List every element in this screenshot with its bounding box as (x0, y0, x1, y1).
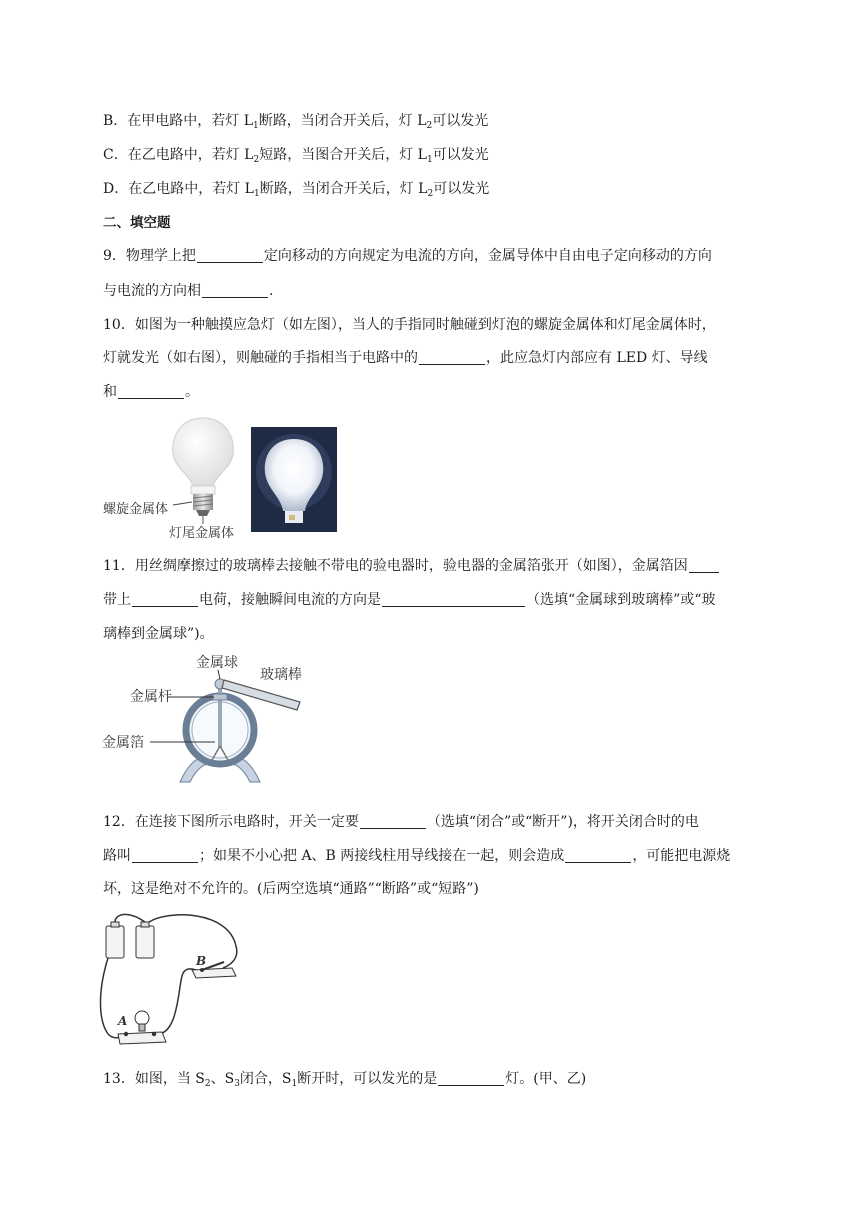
q9-blank-2[interactable] (202, 283, 268, 298)
q11-blank-3[interactable] (382, 592, 525, 607)
q13-line1: 13．如图，当 $S_2$、$S_3$闭合，$S_1$断开时，可以发光的是 灯。(甲、乙) (103, 1071, 587, 1089)
q10-line1: 10．如图为一种触摸应急灯（如左图），当人的手指同时触碰到灯泡的螺旋金属体和灯尾金属体时， (103, 317, 716, 333)
terminal-b-label: B (196, 954, 207, 968)
q10-blank-2[interactable] (118, 384, 184, 399)
q10-blank-1[interactable] (419, 350, 485, 365)
label-spiral-metal: 螺旋金属体 (103, 502, 169, 517)
circuit-figure (98, 910, 248, 1050)
label-metal-ball: 金属球 (196, 655, 238, 671)
q12-line1: 12．在连接下图所示电路时，开关一定要 （选填“闭合”或“断开”)，将开关闭合时的电 (103, 814, 699, 830)
q12-blank-1[interactable] (360, 814, 426, 829)
q9-blank-1[interactable] (197, 248, 263, 263)
q10-line2: 灯就发光（如右图），则触碰的手指相当于电路中的 ，此应急灯内部应有 LED 灯、导线 (103, 350, 708, 366)
bulb-figure-left (103, 410, 243, 541)
option-d: D．在乙电路中，若灯 $L_1$断路，当闭合开关后，灯 $L_2$可以发光 (103, 181, 490, 199)
bulb-image-left (103, 410, 243, 538)
q12-line3: 坏，这是绝对不允许的。(后两空选填“通路”“断路”或“短路”) (103, 881, 479, 897)
bulb-figure-right (251, 427, 337, 532)
electroscope-figure (100, 650, 320, 790)
q11-line2: 带上 电荷，接触瞬间电流的方向是 （选填“金属球到玻璃棒”或“玻 (103, 592, 716, 608)
q12-blank-3[interactable] (565, 848, 631, 863)
q12-line2: 路叫 ；如果不小心把 A、B 两接线柱用导线接在一起，则会造成 ，可能把电源烧 (103, 848, 731, 864)
terminal-a-label: A (118, 1014, 128, 1028)
option-b: B．在甲电路中，若灯 $L_1$断路，当闭合开关后，灯 $L_2$可以发光 (103, 113, 489, 131)
q11-blank-2[interactable] (132, 592, 198, 607)
option-c: C．在乙电路中，若灯 $L_2$短路，当图合开关后，灯 $L_1$可以发光 (103, 147, 489, 165)
label-glass-rod: 玻璃棒 (260, 667, 302, 683)
q11-blank-1[interactable] (689, 558, 719, 573)
circuit-image (98, 910, 248, 1050)
q11-line1: 11．用丝绸摩擦过的玻璃棒去接触不带电的验电器时，验电器的金属箔张开（如图），金属箔因 (103, 556, 720, 576)
q9-line2: 与电流的方向相 . (103, 283, 274, 299)
section-title: 二、填空题 (103, 215, 171, 231)
q12-blank-2[interactable] (132, 848, 198, 863)
label-tail-metal: 灯尾金属体 (169, 526, 235, 541)
q9-line1: 9．物理学上把 定向移动的方向规定为电流的方向，金属导体中自由电子定向移动的方向 (103, 248, 712, 264)
label-metal-stem: 金属杆 (130, 689, 172, 705)
label-metal-foil: 金属箔 (102, 735, 144, 751)
lit-bulb-image (251, 427, 337, 532)
q10-line3: 和 。 (103, 384, 199, 400)
q13-blank-1[interactable] (438, 1071, 504, 1086)
q11-line3: 璃棒到金属球”)。 (103, 626, 214, 642)
